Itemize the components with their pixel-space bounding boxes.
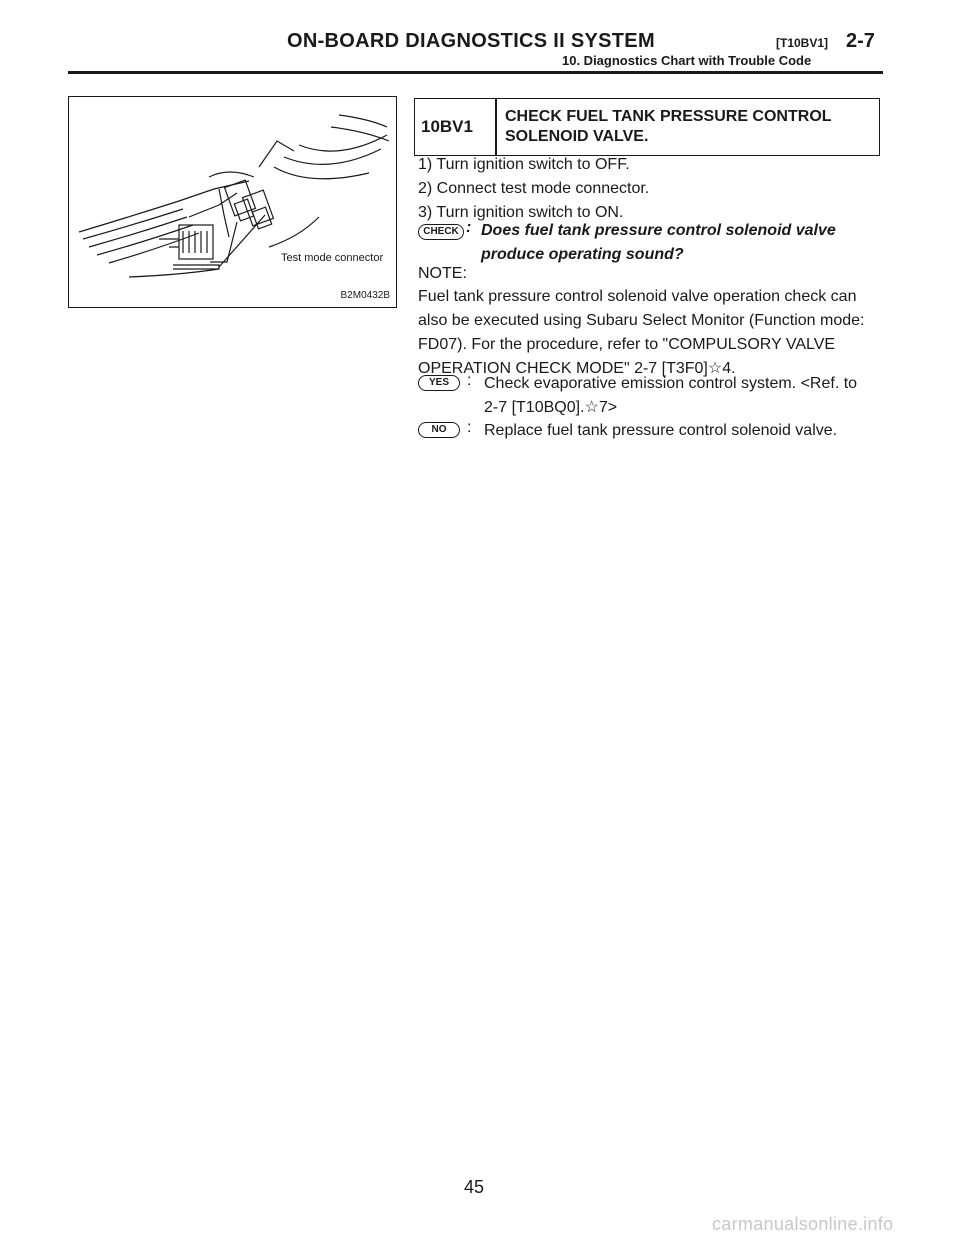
page-number: 45	[464, 1177, 485, 1197]
watermark: carmanualsonline.info	[712, 1214, 894, 1234]
no-colon: :	[467, 419, 472, 436]
page-reference: 2-7	[846, 30, 875, 52]
no-badge: NO	[418, 422, 460, 438]
check-badge: CHECK	[418, 224, 464, 240]
figure-callout: Test mode connector	[281, 252, 384, 264]
page-title: ON-BOARD DIAGNOSTICS II SYSTEM	[287, 30, 655, 52]
figure-id: B2M0432B	[340, 290, 390, 301]
step-header-box	[414, 98, 880, 156]
note-text: Fuel tank pressure control solenoid valve operation check can also be executed using Subaru Select Monitor (Function mode: FD07). For the procedure, refer to "COMPULSORY VALVE OPERATION CHECK MODE" 2-7 [T3F0]☆4.	[418, 288, 865, 377]
instruction-item: 2) Connect test mode connector.	[418, 180, 650, 197]
instruction-item: 1) Turn ignition switch to OFF.	[418, 156, 630, 173]
instruction-item: 3) Turn ignition switch to ON.	[418, 204, 624, 221]
yes-badge: YES	[418, 375, 460, 391]
yes-colon: :	[467, 372, 472, 389]
connector-drawing	[69, 97, 398, 309]
section-code: [T10BV1]	[776, 36, 829, 50]
no-result-text: Replace fuel tank pressure control solenoid valve.	[484, 422, 838, 439]
connector-illustration	[68, 96, 397, 308]
check-colon: :	[466, 219, 472, 236]
note-label: NOTE:	[418, 265, 467, 282]
yes-result-text: Check evaporative emission control system. <Ref. to 2-7 [T10BQ0].☆7>	[484, 375, 858, 416]
step-title: CHECK FUEL TANK PRESSURE CONTROL SOLENOID VALVE.	[505, 108, 832, 145]
step-id: 10BV1	[421, 117, 473, 136]
check-question: Does fuel tank pressure control solenoid valve produce operating sound?	[481, 222, 836, 263]
header-rule	[68, 71, 883, 74]
section-subtitle: 10. Diagnostics Chart with Trouble Code	[562, 53, 812, 68]
step-divider	[495, 99, 497, 155]
instruction-list	[418, 153, 649, 225]
